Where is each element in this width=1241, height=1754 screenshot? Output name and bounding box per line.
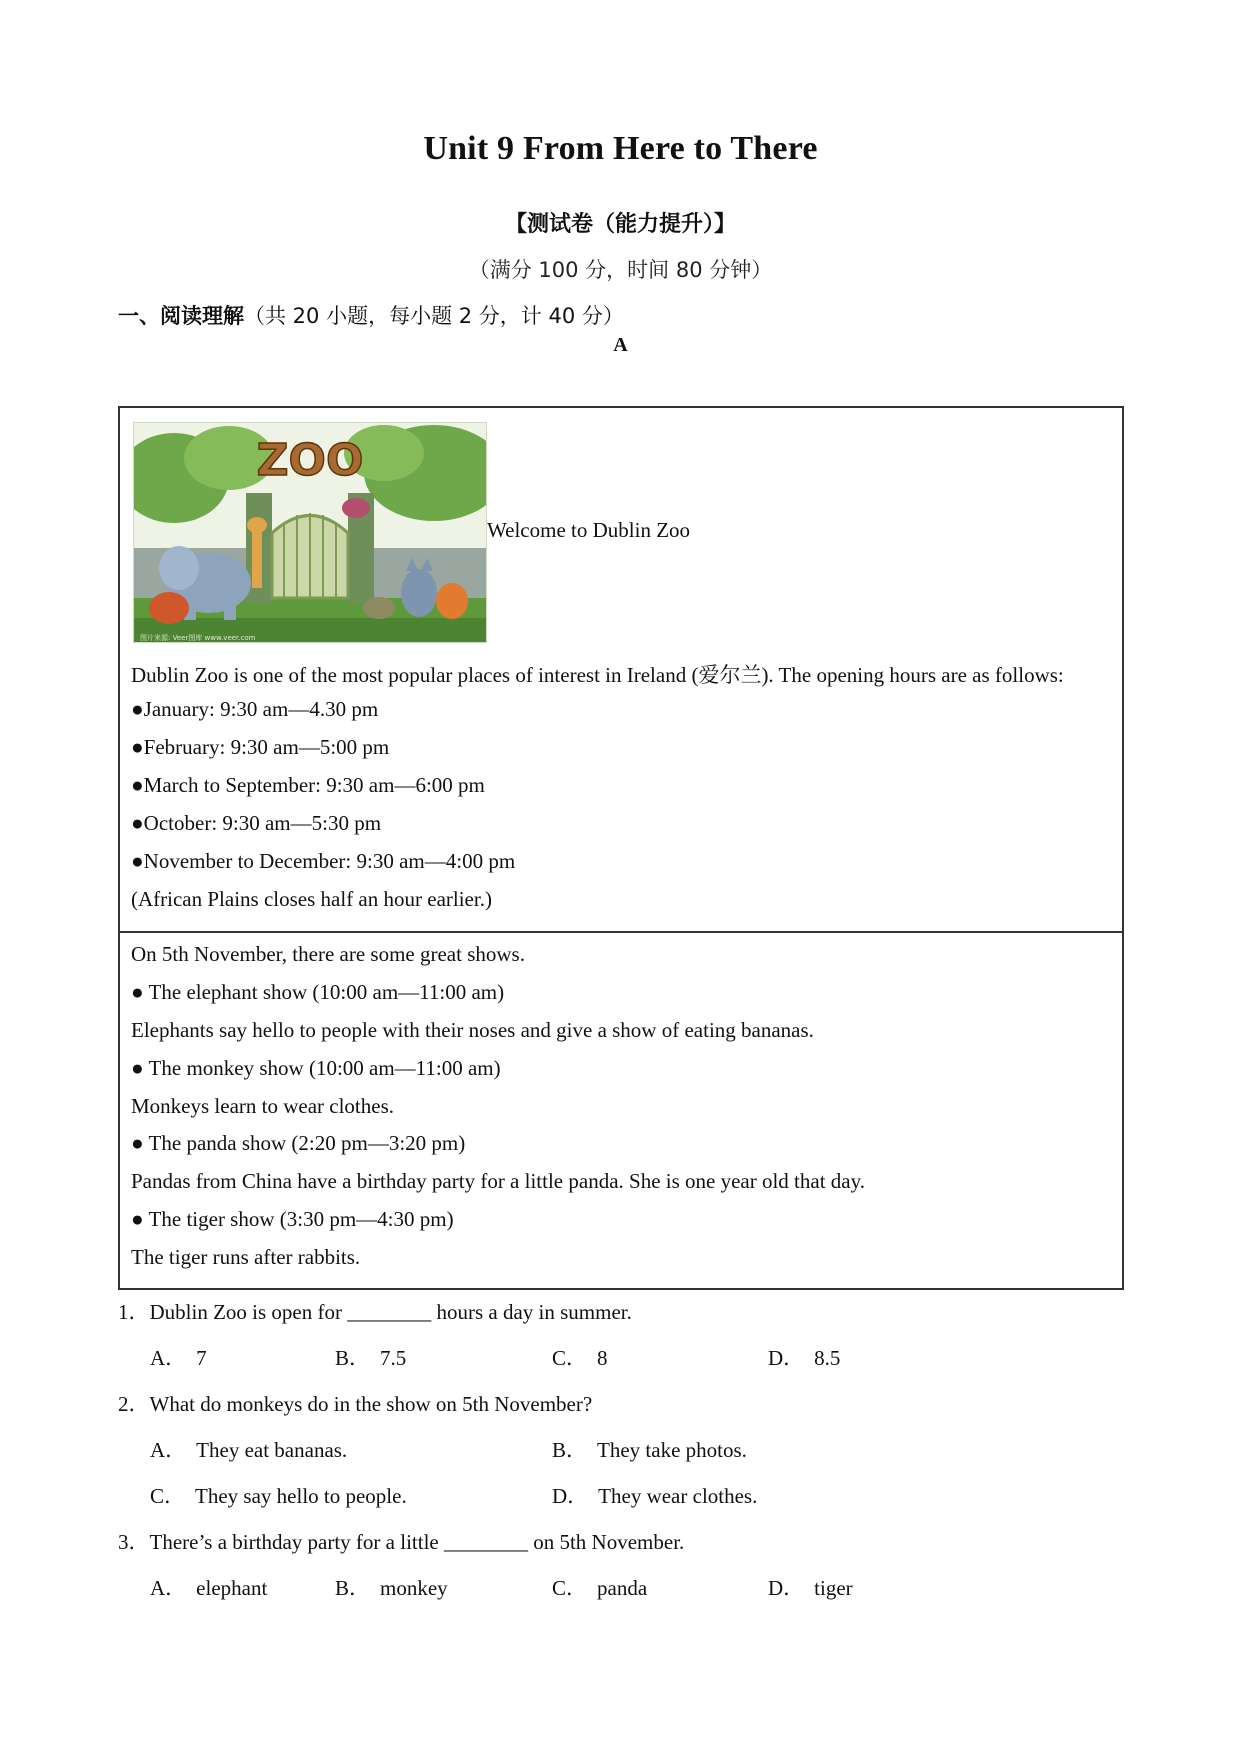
passage-letter: A — [613, 334, 628, 356]
option-letter: D． — [768, 1576, 805, 1600]
hours-item: ●January: 9:30 am—4.30 pm — [131, 697, 379, 721]
question-1-stem: 1．Dublin Zoo is open for ________ hours a day in summer. — [118, 1300, 632, 1324]
score-info: （满分 100 分，时间 80 分钟） — [468, 258, 773, 282]
option-letter: C． — [150, 1484, 186, 1508]
passage-intro: Dublin Zoo is one of the most popular places of interest in Ireland (爱尔兰). The opening hours are as follows: — [131, 663, 1064, 687]
hours-item: ●October: 9:30 am—5:30 pm — [131, 811, 382, 835]
show-description: Elephants say hello to people with their noses and give a show of eating bananas. — [131, 1018, 814, 1042]
image-caption: Welcome to Dublin Zoo — [487, 518, 691, 542]
zoo-sign-text: ZOO — [256, 435, 364, 486]
question-2-stem: 2．What do monkeys do in the show on 5th November? — [118, 1392, 593, 1416]
question-1-option-c[interactable] — [552, 1342, 608, 1372]
option-letter: D． — [552, 1484, 589, 1508]
hours-item: ●November to December: 9:30 am—4:00 pm — [131, 849, 516, 873]
passage-divider — [118, 931, 1124, 933]
hours-item: ●February: 9:30 am—5:00 pm — [131, 735, 390, 759]
option-text: 7.5 — [380, 1346, 407, 1370]
question-3-stem: 3．There’s a birthday party for a little ________ on 5th November. — [118, 1530, 685, 1554]
option-text: 7 — [196, 1346, 207, 1370]
option-text: 8 — [597, 1346, 608, 1370]
question-1-option-b[interactable] — [335, 1342, 406, 1372]
question-3-option-c[interactable] — [552, 1572, 647, 1602]
option-letter: D． — [768, 1346, 805, 1370]
option-text: panda — [597, 1576, 648, 1600]
question-2-option-a[interactable] — [150, 1434, 347, 1464]
show-description: Monkeys learn to wear clothes. — [131, 1094, 395, 1118]
question-3-option-d[interactable] — [768, 1572, 853, 1602]
option-text: 8.5 — [814, 1346, 841, 1370]
option-letter: B． — [552, 1438, 588, 1462]
hours-note: (African Plains closes half an hour earlier.) — [131, 887, 492, 911]
question-2-option-d[interactable] — [552, 1480, 757, 1510]
show-item: ● The tiger show (3:30 pm—4:30 pm) — [131, 1207, 454, 1231]
option-text: They say hello to people. — [195, 1484, 407, 1508]
show-description: The tiger runs after rabbits. — [131, 1245, 361, 1269]
section-label: 一、阅读理解 — [118, 304, 244, 328]
option-text: elephant — [196, 1576, 268, 1600]
option-text: They eat bananas. — [196, 1438, 348, 1462]
question-2-option-b[interactable] — [552, 1434, 747, 1464]
option-letter: C． — [552, 1346, 588, 1370]
show-item: ● The monkey show (10:00 am—11:00 am) — [131, 1056, 501, 1080]
question-3-option-a[interactable] — [150, 1572, 267, 1602]
question-2-option-c[interactable] — [150, 1480, 407, 1510]
option-letter: A． — [150, 1438, 187, 1462]
svg-text:图片来源: Veer图库 www.veer.com: 图片来源: Veer图库 www.veer.com — [140, 634, 256, 642]
shows-intro: On 5th November, there are some great shows. — [131, 942, 525, 966]
zoo-illustration — [133, 422, 487, 643]
option-letter: C． — [552, 1576, 588, 1600]
option-text: monkey — [380, 1576, 448, 1600]
option-text: They take photos. — [597, 1438, 747, 1462]
question-3-option-b[interactable] — [335, 1572, 448, 1602]
option-text: tiger — [814, 1576, 853, 1600]
option-text: They wear clothes. — [598, 1484, 758, 1508]
option-letter: A． — [150, 1576, 187, 1600]
show-item: ● The panda show (2:20 pm—3:20 pm) — [131, 1131, 466, 1155]
option-letter: B． — [335, 1576, 371, 1600]
test-subtitle: 【测试卷（能力提升）】 — [504, 212, 736, 237]
option-letter: B． — [335, 1346, 371, 1370]
show-item: ● The elephant show (10:00 am—11:00 am) — [131, 980, 505, 1004]
show-description: Pandas from China have a birthday party for a little panda. She is one year old that day. — [131, 1169, 866, 1193]
section-info: （共 20 小题，每小题 2 分，计 40 分） — [244, 304, 624, 328]
hours-item: ●March to September: 9:30 am—6:00 pm — [131, 773, 485, 797]
section-heading — [118, 300, 624, 330]
page-title: Unit 9 From Here to There — [423, 130, 818, 167]
option-letter: A． — [150, 1346, 187, 1370]
question-1-option-d[interactable] — [768, 1342, 840, 1372]
question-1-option-a[interactable] — [150, 1342, 207, 1372]
